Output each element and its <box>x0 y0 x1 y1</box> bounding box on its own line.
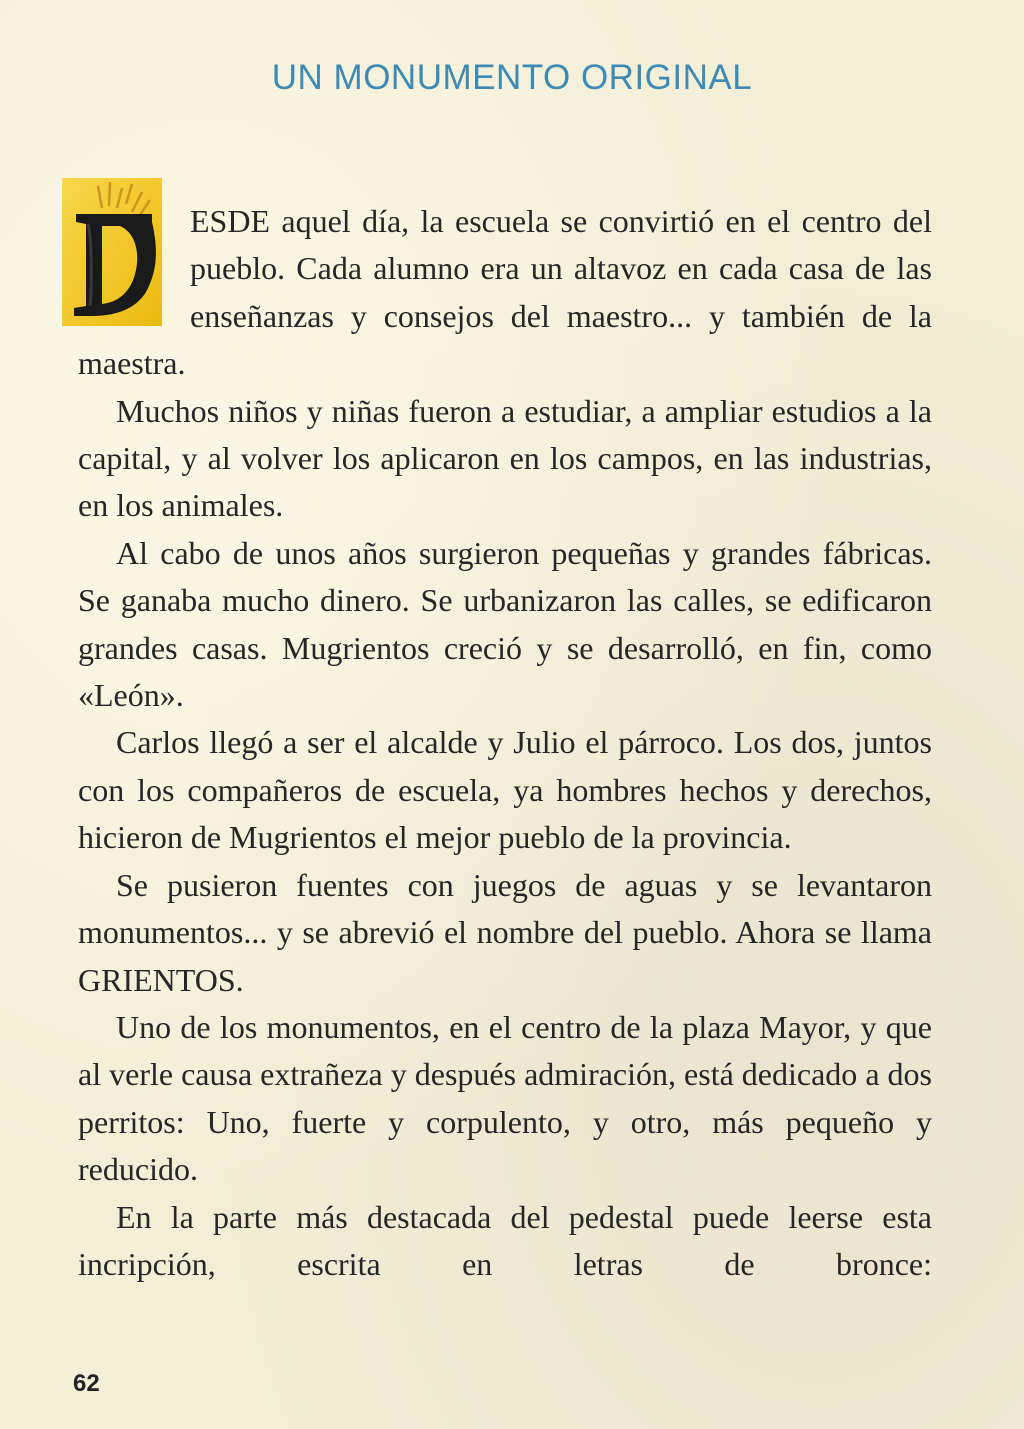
drop-cap-illustration <box>62 178 162 326</box>
paragraph-3: Al cabo de unos años surgieron pequeñas y grandes fábricas. Se ganaba mucho dinero. Se urbanizaron las calles, se edificaron grandes casas. Mugrientos creció y se desarrolló, en fin, como «León». <box>78 534 932 714</box>
drop-cap-d <box>62 178 162 326</box>
page-number: 62 <box>73 1370 100 1397</box>
body-text <box>78 198 932 1288</box>
page-title: UN MONUMENTO ORIGINAL <box>271 58 753 97</box>
paragraph-4: Carlos llegó a ser el alcalde y Julio el párroco. Los dos, juntos con los compañeros de escuela, ya hombres hechos y derechos, hicieron de Mugrientos el mejor pueblo de la provincia. <box>78 724 932 856</box>
paragraph-1 <box>78 198 932 388</box>
paragraph-7: En la parte más destacada del pedestal puede leerse esta incripción, escrita en letras de bronce: <box>78 1198 932 1282</box>
paragraph-5: Se pusieron fuentes con juegos de aguas y se levantaron monumentos... y se abrevió el nombre del pueblo. Ahora se llama GRIENTOS. <box>78 866 932 998</box>
paragraph-2: Muchos niños y niñas fueron a estudiar, a ampliar estudios a la capital, y al volver los aplicaron en los campos, en las industrias, en los animales. <box>78 392 932 524</box>
paragraph-1-text: ESDE aquel día, la escuela se convirtió en el centro del pueblo. Cada alumno era un altavoz en cada casa de las enseñanzas y consejos del maestro... y también de la maestra. <box>78 203 932 382</box>
paragraph-6: Uno de los monumentos, en el centro de la plaza Mayor, y que al verle causa extrañeza y después admiración, está dedicado a dos perritos: Uno, fuerte y corpulento, y otro, más pequeño y reducido. <box>78 1008 932 1188</box>
